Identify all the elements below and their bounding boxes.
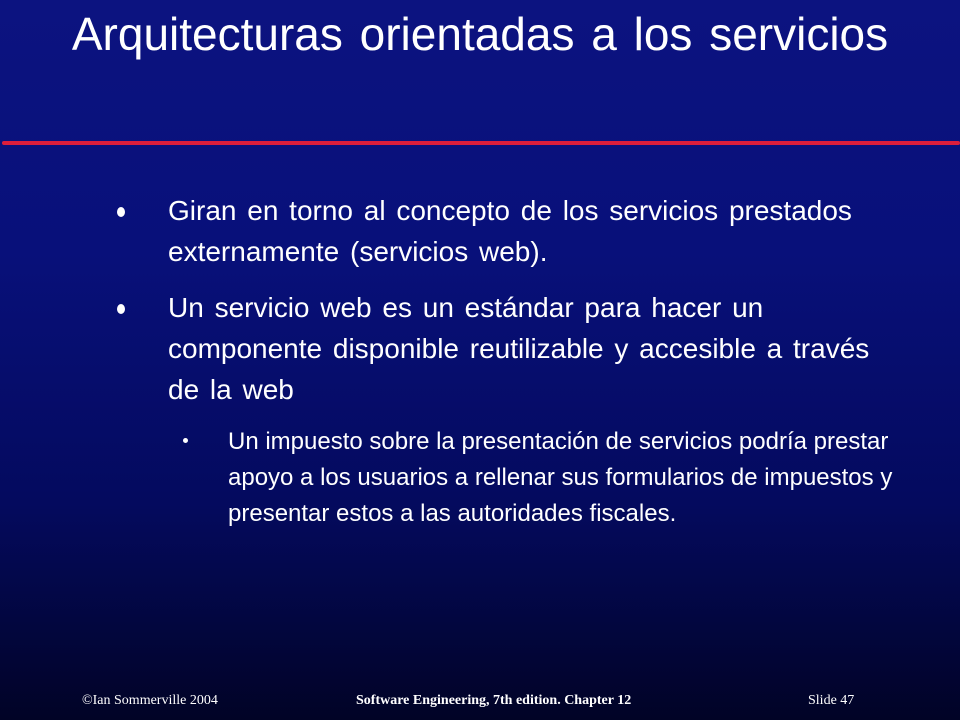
footer-slide-number: Slide 47 <box>808 693 855 708</box>
title-divider <box>2 141 960 145</box>
slide-title: Arquitecturas orientadas a los servicios <box>71 8 889 60</box>
sub-bullet-text: Un impuesto sobre la presentación de servicios podría prestar apoyo a los usuarios a rellenar sus formularios de impuestos y presentar estos a las autoridades fiscales. <box>228 428 893 527</box>
bullet-text: Giran en torno al concepto de los servicios prestados externamente (servicios web). <box>168 195 852 267</box>
sub-bullet-dot-icon <box>183 438 188 443</box>
footer-book-title: Software Engineering, 7th edition. Chapter 12 <box>356 693 632 708</box>
bullet-text: Un servicio web es un estándar para hacer un componente disponible reutilizable y accesible a través de la web <box>168 292 870 405</box>
footer-copyright: ©Ian Sommerville 2004 <box>82 693 218 708</box>
bullet-dot-icon <box>117 207 125 217</box>
bullet-dot-icon <box>117 304 125 314</box>
